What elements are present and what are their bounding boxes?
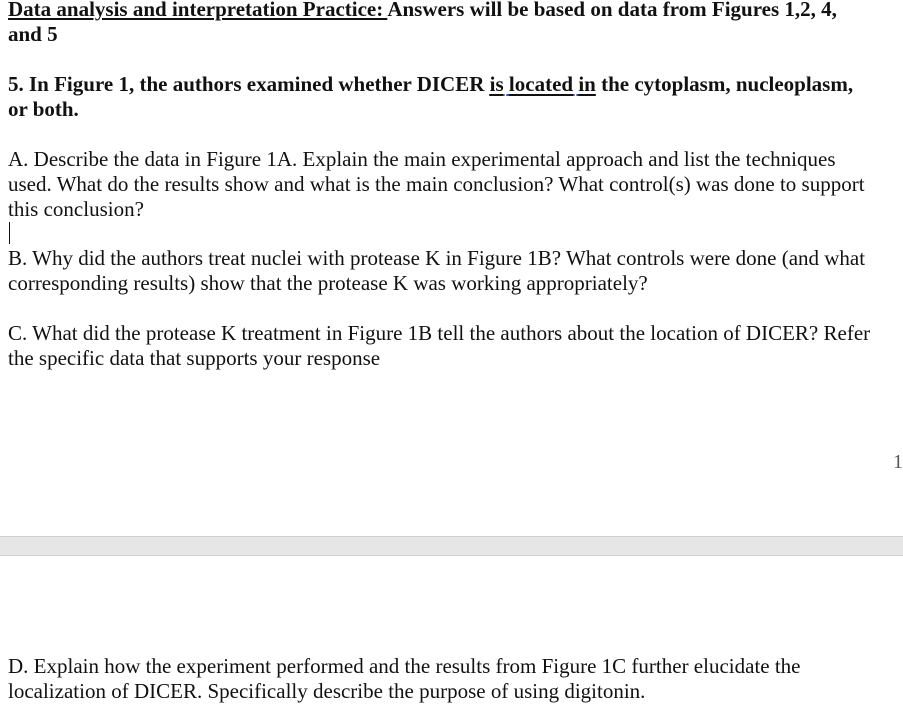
page-number: 1 (893, 451, 903, 473)
question-5-text-a: 5. In Figure 1, the authors examined whether DICER (8, 72, 490, 96)
part-d-line-1: D. Explain how the experiment performed and the results from Figure 1C further elucidate the (8, 654, 801, 678)
text-cursor[interactable] (9, 222, 10, 244)
part-c-line-2: the specific data that supports your response (8, 346, 381, 370)
part-a-line-1: A. Describe the data in Figure 1A. Explain the main experimental approach and list the techniques (8, 147, 836, 171)
question-5-text-b: the cytoplasm, nucleoplasm, (595, 72, 854, 96)
question-5-line-1 (8, 72, 853, 97)
part-b-line-2: corresponding results) show that the protease K was working appropriately? (8, 271, 648, 295)
heading-underlined-title: Data analysis and interpretation Practice: (8, 0, 388, 21)
flagged-word-located: located (508, 72, 574, 96)
part-c-line-1: C. What did the protease K treatment in Figure 1B tell the authors about the location of DICER? Refer (8, 321, 871, 345)
heading-line-1 (8, 0, 837, 22)
heading-line-2: and 5 (8, 22, 58, 46)
flagged-word-in: in (578, 72, 596, 96)
page-break-gap (0, 536, 903, 556)
part-a-line-2: used. What do the results show and what is the main conclusion? What control(s) was done to support (8, 172, 865, 196)
part-a-line-3: this conclusion? (8, 197, 144, 221)
part-d-line-2: localization of DICER. Specifically describe the purpose of using digitonin. (8, 679, 646, 703)
question-5-line-2: or both. (8, 97, 79, 121)
grammar-flagged-phrase[interactable] (490, 72, 596, 96)
part-b-line-1: B. Why did the authors treat nuclei with protease K in Figure 1B? What controls were done (and what (8, 246, 866, 270)
heading-title-rest: Answers will be based on data from Figures 1,2, 4, (387, 0, 837, 21)
flagged-word-is: is (489, 72, 504, 96)
document-page-2 (0, 556, 903, 709)
